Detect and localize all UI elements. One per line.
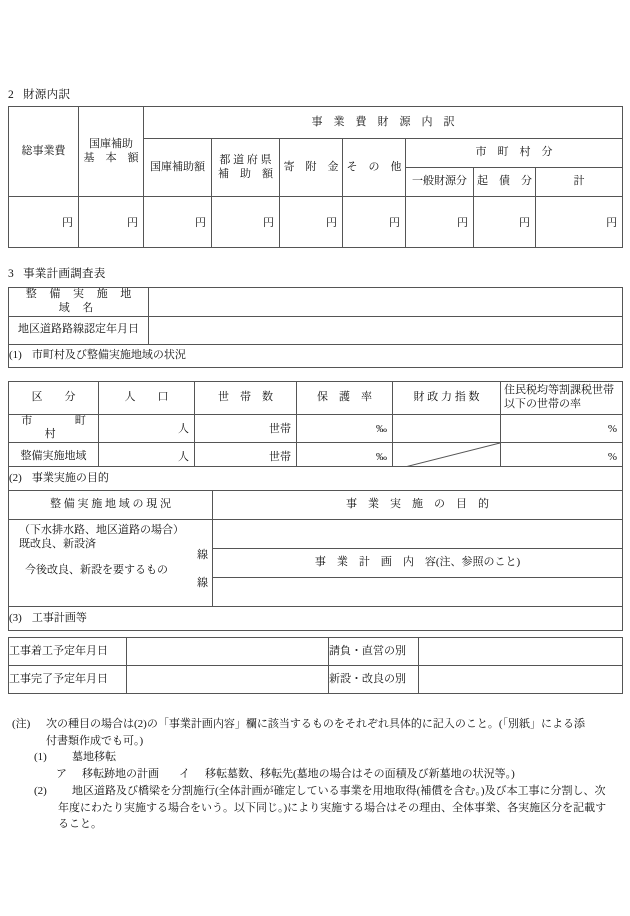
unit-yen: 円 (127, 216, 138, 229)
sub2-title: 事業実施の目的 (31, 471, 109, 484)
note-item-2-cont1 (12, 800, 622, 817)
note-item1-sub-a-text: 移転跡地の計画 (82, 768, 159, 781)
section-number: 3 (8, 268, 15, 280)
sub1-title: 市町村及び整備実施地域の状況 (31, 348, 186, 361)
section-heading-jigyo-keikaku (8, 265, 106, 281)
kokko-base-line2: 基 本 額 (83, 151, 139, 164)
table-row-municipality (9, 414, 623, 443)
value-municipality-fiscal-index[interactable] (393, 414, 501, 443)
unit-percent: % (607, 451, 617, 464)
status-note-line3: 今後改良、新設を要するもの (25, 564, 168, 576)
header-project-plan-content: 事 業 計 画 内 容(注、参照のこと) (213, 549, 623, 578)
section-title: 財源内訳 (23, 89, 71, 101)
note-item-1-subitems (12, 766, 622, 783)
table-row-header (9, 382, 623, 415)
value-sum[interactable] (536, 197, 623, 248)
cell-sum: 計 (536, 168, 623, 197)
note-item1-sub-i-marker: イ (179, 768, 190, 781)
cell-other: そ の 他 (343, 139, 406, 197)
value-area-name[interactable] (149, 288, 623, 317)
note-item1-text: 墓地移転 (72, 751, 116, 764)
cell-kokko-subsidy-amount: 国庫補助額 (144, 139, 212, 197)
header-households: 世 帯 数 (195, 382, 297, 415)
unit-line-1: 線 (197, 549, 208, 561)
cell-donation: 寄 附 金 (280, 139, 343, 197)
section-title: 事業計画調査表 (23, 268, 106, 280)
unit-yen: 円 (389, 216, 400, 229)
value-prefecture-subsidy[interactable] (212, 197, 280, 248)
banner-sub3 (9, 607, 623, 631)
banner-sub2 (9, 467, 623, 491)
value-project-purpose[interactable] (213, 520, 623, 549)
header-tax-ratio (501, 382, 623, 415)
table-row-sub2-body-a (9, 520, 623, 549)
section-heading-zaigen (8, 86, 70, 102)
table-row-sub2-headers (9, 491, 623, 520)
footnotes-block (12, 716, 622, 833)
table-row-values (9, 197, 623, 248)
value-kokko-subsidy[interactable] (144, 197, 212, 248)
cell-funding-breakdown-group: 事 業 費 財 源 内 訳 (144, 107, 623, 139)
label-build-type: 新設・改良の別 (329, 666, 419, 694)
header-tax-ratio-line2: 以下の世帯の率 (504, 397, 581, 410)
unit-household: 世帯 (269, 451, 291, 464)
unit-percent: % (607, 422, 617, 435)
value-donation[interactable] (280, 197, 343, 248)
cell-municipality-group: 市 町 村 分 (406, 139, 623, 168)
unit-yen: 円 (606, 216, 618, 229)
label-construction-end-date: 工事完了予定年月日 (9, 666, 127, 694)
label-area-name: 整 備 実 施 地 域 名 (9, 288, 149, 317)
section-number: 2 (8, 89, 15, 101)
sub2-purpose-table (8, 466, 623, 631)
value-build-type[interactable] (419, 666, 623, 694)
note-label: (注) (12, 718, 31, 730)
unit-permille: ‰ (376, 451, 387, 464)
header-tax-ratio-line1: 住民税均等割課税世帯 (504, 384, 614, 396)
value-municipality-protection-rate[interactable] (297, 414, 393, 443)
table-row-route-date (9, 316, 623, 344)
sub2-number: (2) (9, 471, 22, 484)
cell-bond: 起 債 分 (474, 168, 536, 197)
unit-line-2: 線 (197, 577, 208, 589)
table-row-sub3-banner (9, 607, 623, 631)
value-construction-start-date[interactable] (127, 638, 329, 666)
value-total-project-cost[interactable] (9, 197, 79, 248)
status-note-line1: （下水排水路、地区道路の場合） (19, 524, 184, 536)
note-item2-line1: 地区道路及び橋梁を分割施行(全体計画が確定している事業を用地取得(補償を含む。)及び本工事に分割し、次 (72, 784, 606, 797)
cell-total-project-cost: 総事業費 (9, 107, 79, 197)
note-line1-text: 次の種目の場合は(2)の「事業計画内容」欄に該当するものをそれぞれ具体的に記入のこと。(「別紙」による添 (46, 718, 585, 730)
value-route-approval-date[interactable] (149, 316, 623, 344)
value-project-plan-content[interactable] (213, 578, 623, 607)
sub3-number: (3) (9, 611, 22, 624)
area-status-inner (9, 520, 212, 606)
note-line-2 (12, 733, 622, 750)
cell-prefecture-subsidy (212, 139, 280, 197)
value-municipality-tax-ratio[interactable] (501, 414, 623, 443)
table-row-sub1-banner (9, 344, 623, 367)
value-other[interactable] (343, 197, 406, 248)
label-route-approval-date: 地区道路路線認定年月日 (9, 316, 149, 344)
note-item2-line3: ること。 (58, 818, 102, 831)
unit-yen: 円 (62, 216, 73, 229)
unit-yen: 円 (195, 216, 206, 229)
unit-permille: ‰ (376, 422, 387, 435)
pref-line1: 都 道 府 県 (219, 153, 272, 166)
table-row-group-header (9, 107, 623, 139)
status-note-line2: 既改良、新設済 (19, 538, 96, 550)
note-item-2 (12, 783, 622, 800)
label-construction-start-date: 工事着工予定年月日 (9, 638, 127, 666)
unit-person: 人 (178, 451, 189, 464)
cell-general-source: 一般財源分 (406, 168, 474, 197)
note-line-1 (12, 716, 622, 733)
sub1-number: (1) (9, 348, 22, 361)
header-area-current-status: 整 備 実 施 地 域 の 現 況 (9, 491, 213, 520)
table-row-end-date (9, 666, 623, 694)
table-row-area-name (9, 288, 623, 317)
header-kubun: 区 分 (9, 382, 99, 415)
unit-yen: 円 (457, 216, 468, 229)
note-item1-number: (1) (34, 751, 47, 764)
cell-area-current-status-compound[interactable] (9, 520, 213, 607)
value-construction-end-date[interactable] (127, 666, 329, 694)
zaigen-uchiwake-table (8, 106, 623, 248)
value-contract-type[interactable] (419, 638, 623, 666)
note-item2-line2: 年度にわたり実施する場合をいう。以下同じ。)により実施する場合はその理由、全体事業、各実施区分を記載す (58, 801, 607, 814)
header-project-purpose: 事 業 実 施 の 目 的 (213, 491, 623, 520)
header-population: 人 口 (99, 382, 195, 415)
unit-person: 人 (178, 422, 189, 435)
unit-yen: 円 (519, 216, 530, 229)
banner-sub1 (9, 344, 623, 367)
note-line2-text: 付書類作成でも可。) (46, 734, 144, 747)
header-fiscal-index: 財 政 力 指 数 (393, 382, 501, 415)
row-label-target-area: 整備実施地域 (9, 443, 99, 471)
row-label-municipality: 市 町 村 (9, 414, 99, 443)
sub3-construction-table (8, 637, 623, 694)
unit-yen: 円 (326, 216, 337, 229)
jigyo-keikaku-head-table (8, 287, 623, 368)
note-item1-sub-a-marker: ア (56, 768, 67, 781)
cell-kokko-base-amount (79, 107, 144, 197)
note-item2-number: (2) (34, 784, 47, 797)
value-kokko-base[interactable] (79, 197, 144, 248)
header-protection-rate: 保 護 率 (297, 382, 393, 415)
unit-yen: 円 (263, 216, 274, 229)
note-item-1 (12, 749, 622, 766)
note-item1-sub-i-text: 移転墓数、移転先(墓地の場合はその面積及び新墓地の状況等。) (205, 768, 515, 781)
sub1-survey-table (8, 381, 623, 471)
note-item-2-cont2 (12, 816, 622, 833)
label-contract-type: 請負・直営の別 (329, 638, 419, 666)
table-row-sub2-banner (9, 467, 623, 491)
value-municipality-households[interactable] (195, 414, 297, 443)
kokko-base-line1: 国庫補助 (89, 137, 133, 150)
value-general-source[interactable] (406, 197, 474, 248)
table-row-start-date (9, 638, 623, 666)
unit-household: 世帯 (269, 422, 291, 435)
pref-line2: 補 助 額 (218, 167, 273, 180)
value-bond[interactable] (474, 197, 536, 248)
sub3-title: 工事計画等 (31, 611, 87, 624)
